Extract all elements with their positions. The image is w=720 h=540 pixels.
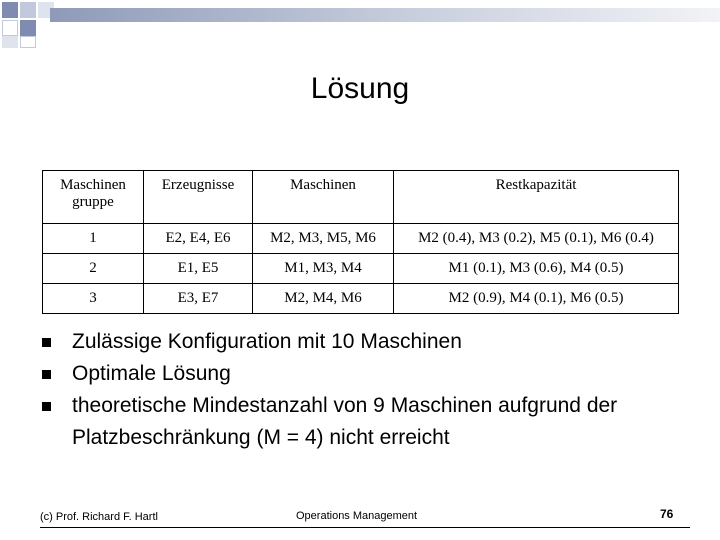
table-cell: M2 (0.9), M4 (0.1), M6 (0.5) (394, 284, 679, 314)
table-cell: M1 (0.1), M3 (0.6), M4 (0.5) (394, 254, 679, 284)
table-header-cell: Restkapazität (394, 171, 679, 224)
slide-title: Lösung (310, 72, 410, 105)
table-header-cell: Maschinen gruppe (43, 171, 144, 224)
footer-author: (c) Prof. Richard F. Hartl (40, 511, 158, 523)
header-gradient-bar (50, 8, 720, 22)
table-row (43, 284, 679, 314)
machine-group-table (42, 170, 679, 314)
table-cell: E1, E5 (144, 254, 253, 284)
bullet-item: theoretische Mindestanzahl von 9 Maschinen aufgrund der Platzbeschränkung (M = 4) nicht erreicht (38, 390, 698, 454)
bullet-item: Optimale Lösung (38, 358, 698, 390)
table-header-cell: Erzeugnisse (144, 171, 253, 224)
table-cell: 2 (43, 254, 144, 284)
table-cell: E2, E4, E6 (144, 224, 253, 254)
square-bullet-icon (42, 402, 51, 411)
table-header-row (43, 171, 679, 224)
table-header-cell: Maschinen (253, 171, 394, 224)
table-cell: M2, M4, M6 (253, 284, 394, 314)
table-cell: M2 (0.4), M3 (0.2), M5 (0.1), M6 (0.4) (394, 224, 679, 254)
square-bullet-icon (42, 338, 51, 347)
table-cell: 1 (43, 224, 144, 254)
table-cell: M1, M3, M4 (253, 254, 394, 284)
footer-course: Operations Management (296, 510, 418, 522)
table-cell: 3 (43, 284, 144, 314)
table-row (43, 224, 679, 254)
table-row (43, 254, 679, 284)
square-bullet-icon (42, 370, 51, 379)
footer-divider (40, 527, 690, 528)
bullet-item: Zulässige Konfiguration mit 10 Maschinen (38, 326, 698, 358)
page-number: 76 (660, 507, 674, 521)
bullet-list (38, 326, 698, 454)
table-cell: E3, E7 (144, 284, 253, 314)
table-cell: M2, M3, M5, M6 (253, 224, 394, 254)
